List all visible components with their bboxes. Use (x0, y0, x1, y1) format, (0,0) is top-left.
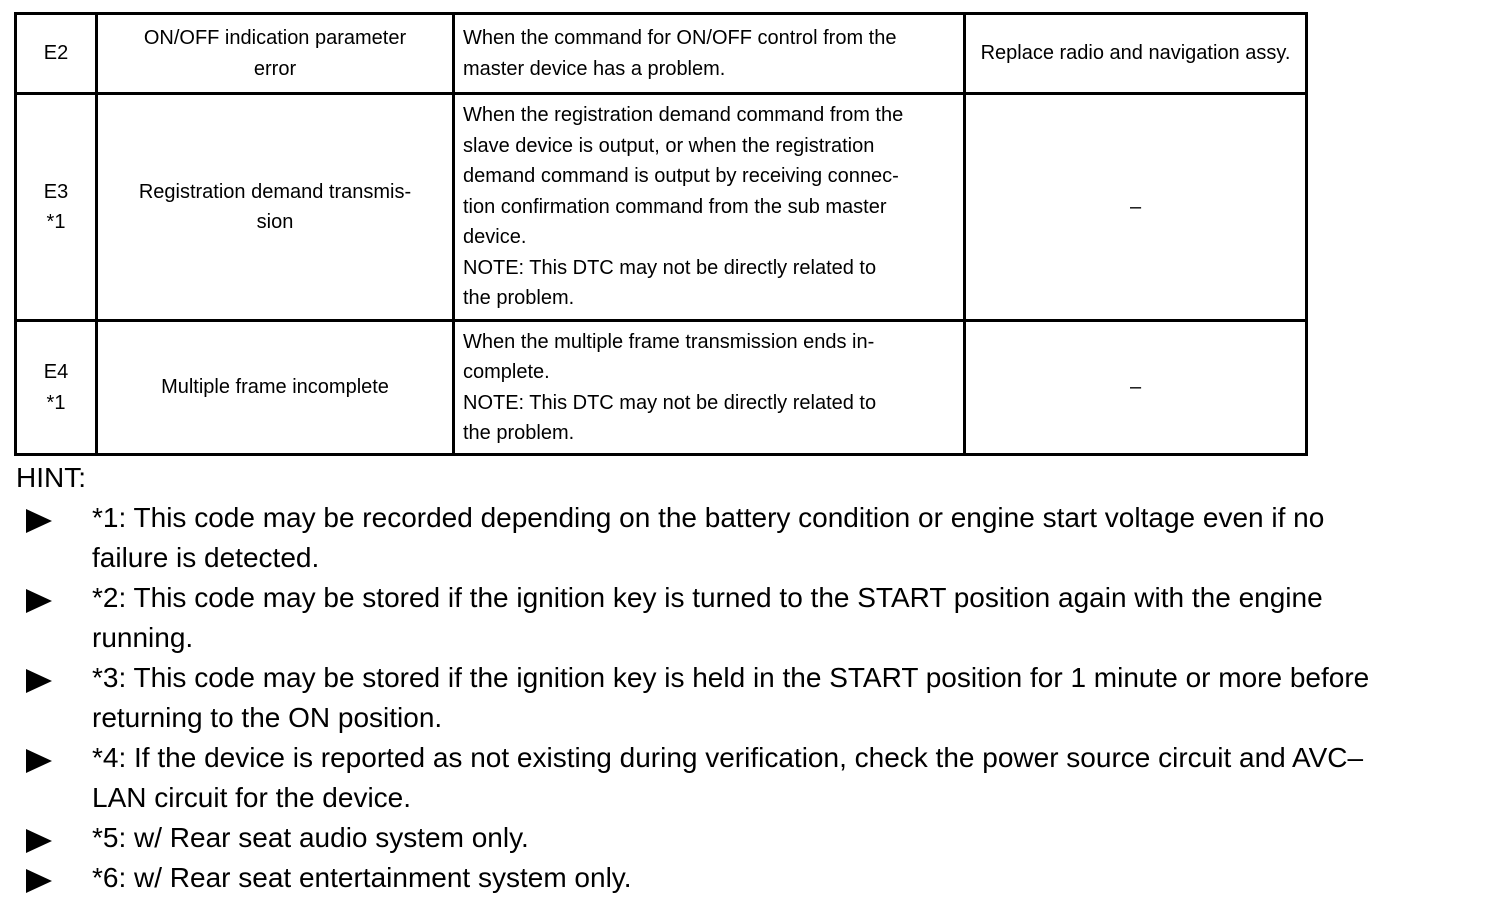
hint-text: *4: If the device is reported as not existing during verification, check the power source circuit and AVC– (92, 742, 1364, 773)
triangle-bullet-icon (26, 749, 52, 773)
trouble-area-cell (965, 321, 1307, 455)
footnote-ref: *1 (46, 211, 66, 233)
hint-text: *1: This code may be recorded depending on the battery condition or engine start voltage even if no (92, 502, 1325, 533)
triangle-bullet-icon (26, 509, 52, 533)
note-text: the problem. (463, 422, 575, 444)
trouble-area-cell (965, 14, 1307, 94)
triangle-bullet-icon (26, 829, 52, 853)
triangle-bullet-icon (26, 589, 52, 613)
hint-text: LAN circuit for the device. (92, 782, 412, 813)
hint-item (0, 858, 1452, 898)
triangle-bullet-icon (26, 869, 52, 893)
hint-item (0, 818, 1452, 858)
hint-text: *5: w/ Rear seat audio system only. (92, 822, 529, 853)
hint-text: returning to the ON position. (92, 702, 443, 733)
dtc-code-cell (16, 321, 97, 455)
hint-text: running. (92, 622, 194, 653)
hint-text: *2: This code may be stored if the ignition key is turned to the START position again with the engine (92, 582, 1323, 613)
table-row (16, 14, 1307, 94)
hint-item (0, 578, 1452, 658)
trouble-area-cell (965, 94, 1307, 321)
hint-item (0, 658, 1452, 738)
detection-item-text: error (253, 57, 297, 80)
condition-text: demand command is output by receiving connec- (463, 165, 899, 188)
detection-condition-cell (454, 94, 965, 321)
dtc-table (14, 12, 1308, 456)
hint-heading: HINT: (16, 462, 86, 493)
trouble-area-text: – (1129, 376, 1142, 399)
hint-list (0, 498, 1504, 898)
table-row (16, 94, 1307, 321)
hint-text: *6: w/ Rear seat entertainment system only. (92, 862, 632, 893)
hint-item (0, 738, 1452, 818)
hint-text: failure is detected. (92, 542, 320, 573)
detection-item-cell (97, 94, 454, 321)
condition-text: tion confirmation command from the sub master (463, 195, 887, 218)
condition-text: device. (463, 226, 527, 249)
condition-text: master device has a problem. (463, 57, 726, 80)
detection-item-text: sion (256, 211, 294, 233)
trouble-area-text: Replace radio and navigation assy. (980, 42, 1291, 65)
condition-text: slave device is output, or when the registration (463, 134, 875, 157)
dtc-code: E2 (43, 42, 69, 65)
table-row (16, 321, 1307, 455)
dtc-code: E4 (43, 361, 69, 383)
hint-item (0, 498, 1452, 578)
condition-text: complete. (463, 361, 550, 383)
triangle-bullet-icon (26, 669, 52, 693)
condition-text: When the command for ON/OFF control from the (463, 27, 897, 49)
footnote-ref: *1 (46, 391, 66, 414)
detection-condition-cell (454, 14, 965, 94)
detection-item-text: Multiple frame incomplete (161, 376, 389, 399)
detection-item-text: ON/OFF indication parameter (143, 27, 407, 49)
dtc-code-cell (16, 14, 97, 94)
hint-text: *3: This code may be stored if the ignition key is held in the START position for 1 minute or more before (92, 662, 1370, 693)
trouble-area-text: – (1129, 195, 1142, 218)
condition-text: When the registration demand command from the (463, 104, 904, 127)
note-text: the problem. (463, 287, 575, 310)
condition-text: When the multiple frame transmission ends in- (463, 330, 875, 353)
dtc-code-cell (16, 94, 97, 321)
note-text: NOTE: This DTC may not be directly related to (463, 256, 877, 279)
dtc-code: E3 (43, 180, 69, 203)
detection-item-text: Registration demand transmis- (138, 180, 412, 203)
detection-item-cell (97, 14, 454, 94)
detection-condition-cell (454, 321, 965, 455)
detection-item-cell (97, 321, 454, 455)
note-text: NOTE: This DTC may not be directly related to (463, 391, 877, 414)
